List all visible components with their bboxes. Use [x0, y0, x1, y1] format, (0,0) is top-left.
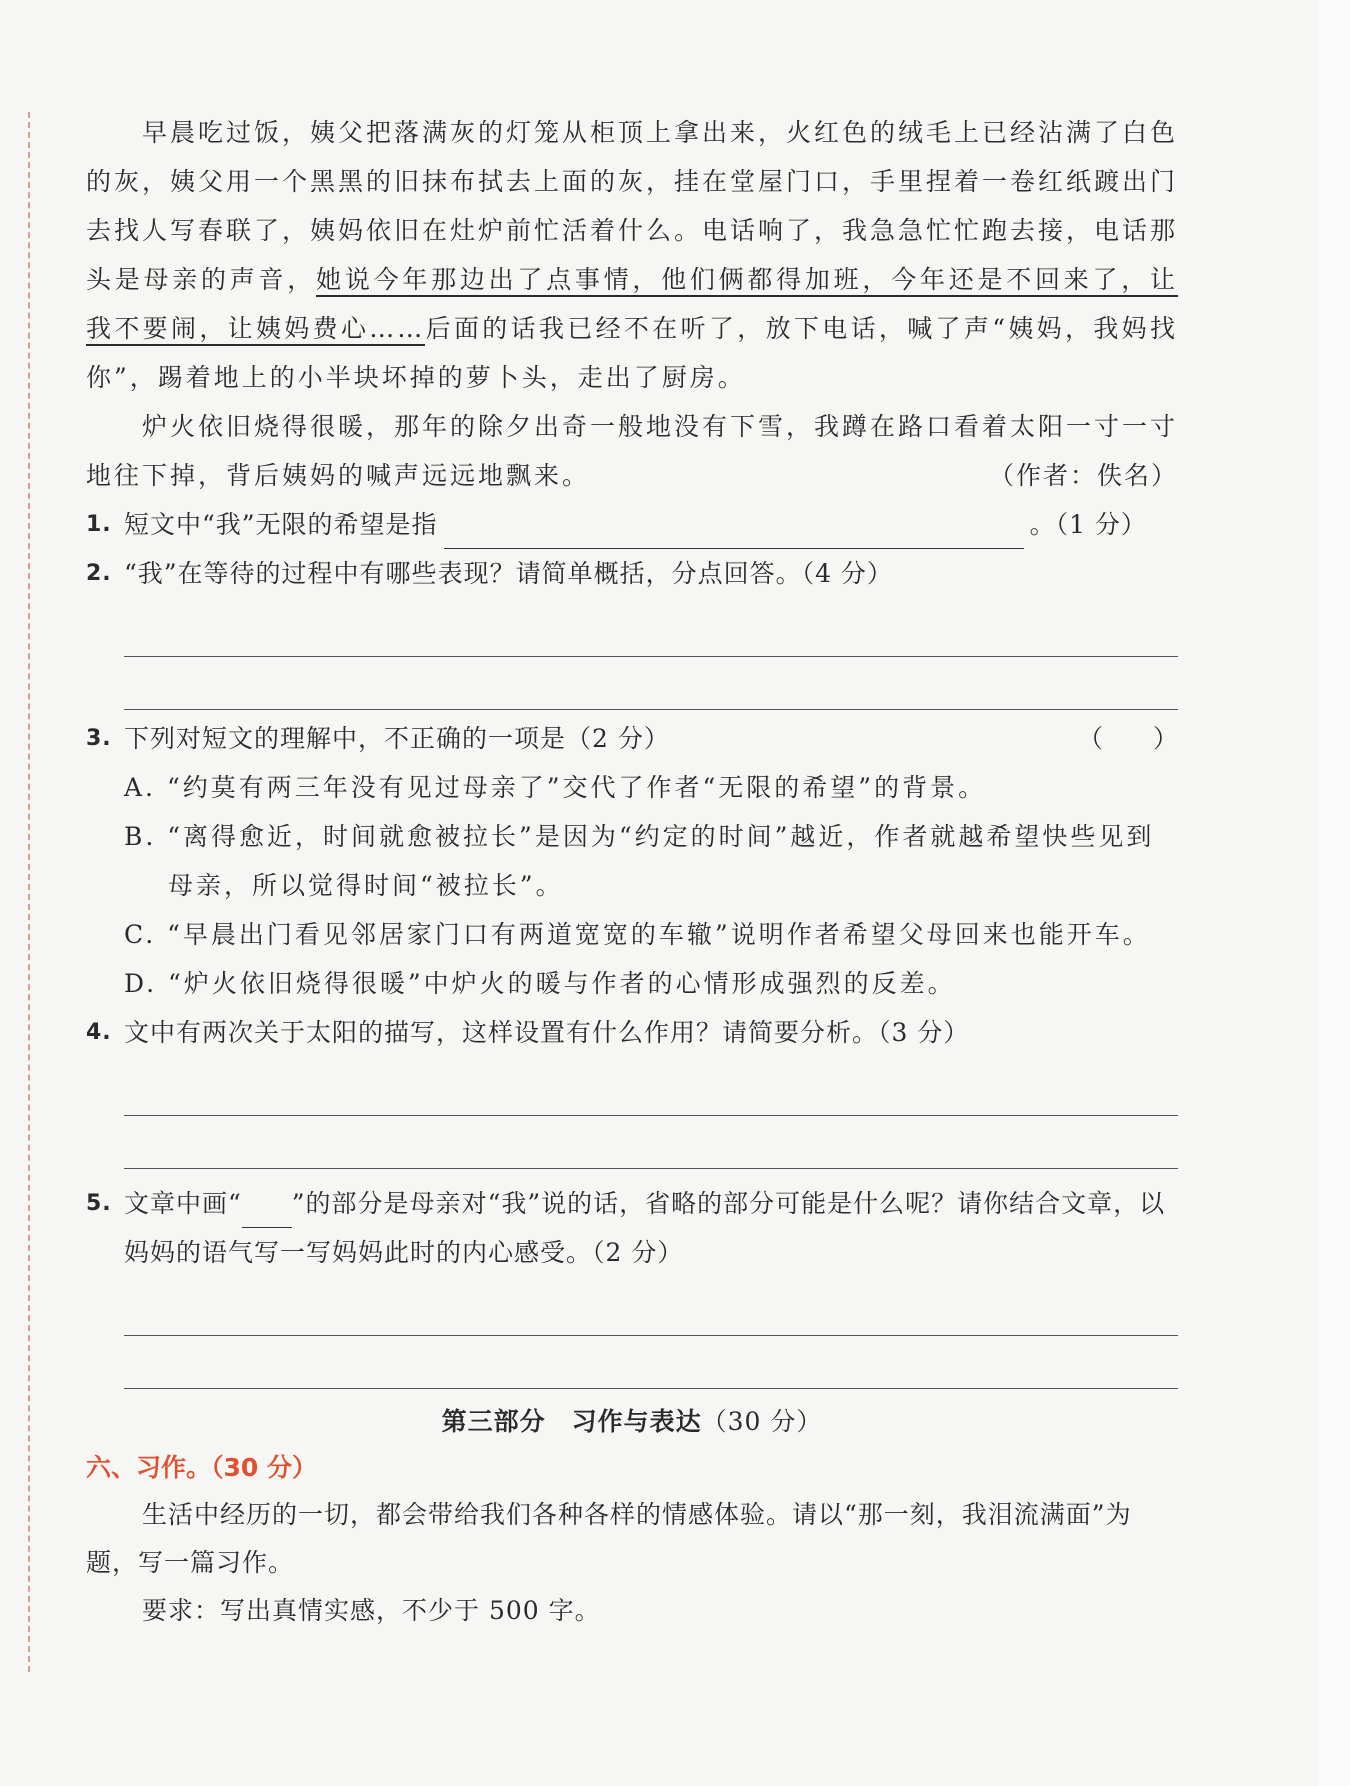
writing-heading: 六、习作。（30 分） [86, 1453, 317, 1482]
question-3-answer-parentheses[interactable]: （ ） [1077, 724, 1178, 753]
question-4 [86, 1008, 1178, 1057]
option-a: A. “约莫有两三年没有见过母亲了”交代了作者“无限的希望”的背景。 [124, 773, 987, 802]
question-number: 3. [86, 726, 112, 751]
question-1-score: 。（1 分） [1029, 510, 1147, 539]
passage-paragraph-2-text: 炉火依旧烧得很暖，那年的除夕出奇一般地没有下雪，我蹲在路口看着太阳一寸一寸地往下掉，背后姨妈的喊声远远地飘来。 [86, 412, 1179, 490]
passage-text-before: 早晨吃过饭，姨父把落满灰的灯笼从柜顶上拿出来，火红色的绒毛上已经沾满了白色的灰，姨父用一个黑黑的旧抹布拭去上面的灰，挂在堂屋门口，手里捏着一卷红纸踱出门去找人写春联了，姨妈依旧在灶炉前忙活着什么。电话响了，我急急忙忙跑去接，电话那头是母亲的声音， [86, 118, 1179, 294]
margin-dashed-line [28, 112, 30, 1672]
question-5-text-after: ”的部分是母亲对“我”说的话，省略的部分可能是什么呢？请你结合文章，以妈妈的语气写一写妈妈此时的内心感受。（2 分） [124, 1189, 1166, 1267]
question-5-answer-line-1[interactable] [124, 1277, 1178, 1336]
passage-paragraph-2 [86, 402, 1178, 500]
option-b: B. “离得愈近，时间就愈被拉长”是因为“约定的时间”越近，作者就越希望快些见到母亲，所以觉得时间“被拉长”。 [124, 822, 1155, 900]
writing-prompt-text: 生活中经历的一切，都会带给我们各种各样的情感体验。请以“那一刻，我泪流满面”为题，写一篇习作。 [86, 1500, 1132, 1577]
section-title-text: 第三部分 习作与表达 [441, 1407, 702, 1436]
writing-prompt [86, 1491, 1178, 1635]
writing-requirement: 要求：写出真情实感，不少于 500 字。 [142, 1596, 601, 1625]
question-1 [86, 500, 1178, 549]
reading-passage [86, 108, 1178, 500]
underlined-mother-speech: 她说今年那边出了点事情，他们俩都得加班，今年还是不回来了，让我不要闹，让姨妈费心…… [86, 265, 1178, 346]
question-4-answer-line-1[interactable] [124, 1057, 1178, 1116]
question-5 [86, 1179, 1178, 1277]
question-number: 4. [86, 1020, 112, 1045]
section-title [86, 1399, 1178, 1445]
question-1-text: 短文中“我”无限的希望是指 [124, 510, 438, 539]
question-number: 2. [86, 561, 112, 586]
question-2 [86, 549, 1178, 598]
page-edge [1318, 0, 1350, 1786]
question-number: 1. [86, 512, 112, 537]
question-4-text: 文中有两次关于太阳的描写，这样设置有什么作用？请简要分析。（3 分） [124, 1018, 970, 1047]
question-5-text-before: 文章中画“ [124, 1189, 242, 1218]
question-3-text: 下列对短文的理解中，不正确的一项是（2 分） [124, 724, 670, 753]
question-5-answer-line-2[interactable] [124, 1336, 1178, 1389]
question-2-answer-line-2[interactable] [124, 657, 1178, 710]
passage-text-after: 后面的话我已经不在听了，放下电话，喊了声“姨妈，我妈找你”，踢着地上的小半块坏掉的萝卜头，走出了厨房。 [86, 314, 1178, 392]
author-credit: （作者：佚名） [988, 461, 1178, 490]
question-3 [86, 714, 1178, 763]
underline-mark-sample [242, 1201, 292, 1228]
question-number: 5. [86, 1191, 112, 1216]
question-1-answer-blank[interactable] [444, 518, 1024, 549]
option-c: C. “早晨出门看见邻居家门口有两道宽宽的车辙”说明作者希望父母回来也能开车。 [124, 920, 1151, 949]
question-2-text: “我”在等待的过程中有哪些表现？请简单概括，分点回答。（4 分） [124, 559, 893, 588]
passage-paragraph-1 [86, 108, 1178, 402]
section-score: （30 分） [701, 1407, 823, 1436]
question-2-answer-line-1[interactable] [124, 598, 1178, 657]
question-4-answer-line-2[interactable] [124, 1116, 1178, 1169]
worksheet-content [86, 108, 1178, 1635]
option-d: D. “炉火依旧烧得很暖”中炉火的暖与作者的心情形成强烈的反差。 [124, 969, 956, 998]
